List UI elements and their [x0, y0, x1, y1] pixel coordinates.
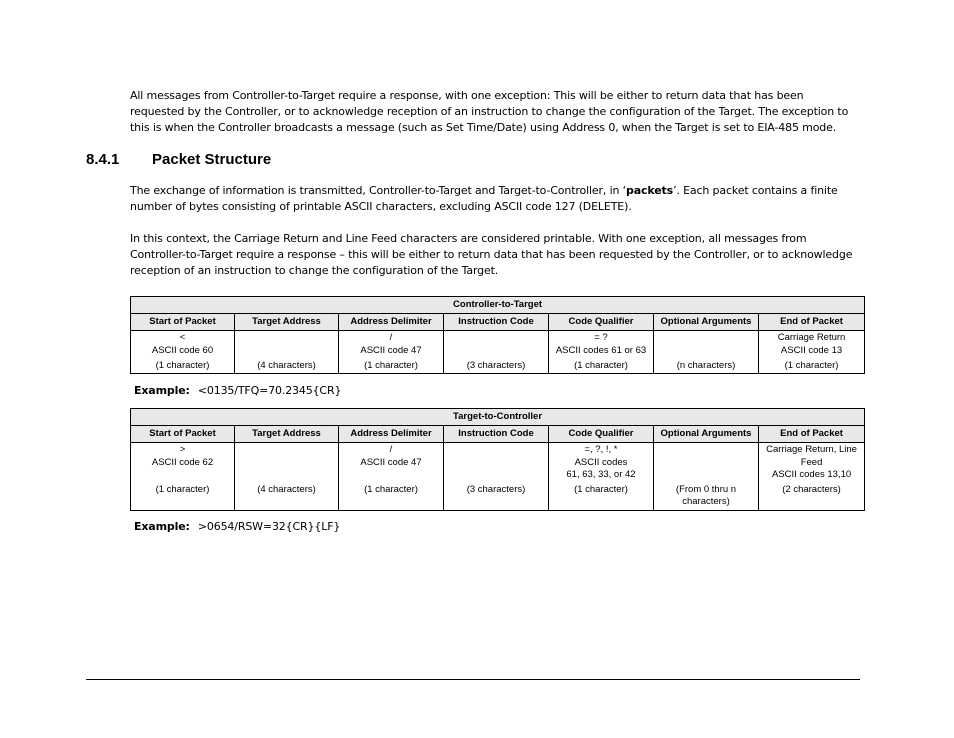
packets-text-after: ’. Each packet contains a finite number of bytes consisting of printable ASCII characters, excluding ASCII code 127 (DELETE).: [130, 184, 838, 213]
table-cell: = ? ASCII codes 61 or 63: [549, 331, 654, 359]
packets-paragraph: [130, 183, 860, 215]
example-value: >0654/RSW=32{CR}{LF}: [197, 520, 341, 533]
table-cell: > ASCII code 62: [131, 443, 235, 483]
table-cell: (3 characters): [444, 483, 549, 511]
section-title: Packet Structure: [152, 151, 272, 168]
example-label: Example:: [134, 520, 190, 533]
target-to-controller-table: [130, 408, 865, 511]
table-cell: (1 character): [131, 359, 235, 374]
packets-text-before: The exchange of information is transmitted, Controller-to-Target and Target-to-Controller, in ‘: [130, 184, 626, 197]
column-header: Instruction Code: [444, 426, 549, 443]
section-number: 8.4.1: [86, 151, 120, 168]
column-header: Instruction Code: [444, 314, 549, 331]
table-cell: (4 characters): [235, 359, 339, 374]
example-1: [134, 384, 341, 397]
table-row: [131, 359, 865, 374]
table-cell: [235, 443, 339, 483]
section-heading: [86, 151, 271, 168]
column-header: Code Qualifier: [549, 314, 654, 331]
column-header: Optional Arguments: [654, 426, 759, 443]
header-row: [131, 314, 865, 331]
table-cell: [654, 443, 759, 483]
table-cell: (4 characters): [235, 483, 339, 511]
column-header: Start of Packet: [131, 426, 235, 443]
example-label: Example:: [134, 384, 190, 397]
table-cell: (1 character): [549, 359, 654, 374]
column-header: End of Packet: [759, 426, 865, 443]
table-cell: (2 characters): [759, 483, 865, 511]
table-cell: [235, 331, 339, 359]
column-header: Optional Arguments: [654, 314, 759, 331]
table-cell: (1 character): [549, 483, 654, 511]
column-header: Target Address: [235, 426, 339, 443]
table-cell: [444, 331, 549, 359]
table-row: [131, 483, 865, 511]
table-cell: (1 character): [131, 483, 235, 511]
table-title: Target-to-Controller: [131, 409, 865, 426]
intro-paragraph: All messages from Controller-to-Target require a response, with one exception: This will be either to return data that has been requested by the Controller, or to acknowledge reception of an instruction to change the configuration of the Target. The exception to this is when the Controller broadcasts a message (such as Set Time/Date) using Address 0, when the Target is set to EIA-485 mode.: [130, 89, 849, 134]
column-header: End of Packet: [759, 314, 865, 331]
table-cell: (3 characters): [444, 359, 549, 374]
column-header: Code Qualifier: [549, 426, 654, 443]
example-value: <0135/TFQ=70.2345{CR}: [197, 384, 342, 397]
table-cell: (1 character): [339, 483, 444, 511]
table-cell: (1 character): [759, 359, 865, 374]
header-row: [131, 426, 865, 443]
example-2: [134, 520, 340, 533]
packets-term: packets: [626, 184, 674, 197]
printable-paragraph: In this context, the Carriage Return and Line Feed characters are considered printable. With one exception, all messages from Controller-to-Target require a response – this will be either to return data that has been requested by the Controller, or to acknowledge reception of an instruction to change the configuration of the Target.: [130, 232, 853, 277]
table-cell: [444, 443, 549, 483]
controller-to-target-table: [130, 296, 865, 374]
table-cell: / ASCII code 47: [339, 331, 444, 359]
table-cell: [654, 331, 759, 359]
table-cell: Carriage Return ASCII code 13: [759, 331, 865, 359]
column-header: Start of Packet: [131, 314, 235, 331]
table-cell: (1 character): [339, 359, 444, 374]
table-row: [131, 443, 865, 483]
table-title: Controller-to-Target: [131, 297, 865, 314]
column-header: Address Delimiter: [339, 314, 444, 331]
table-cell: / ASCII code 47: [339, 443, 444, 483]
table-row: [131, 331, 865, 359]
table-cell: (From 0 thru n characters): [654, 483, 759, 511]
column-header: Target Address: [235, 314, 339, 331]
table-cell: =, ?, !, * ASCII codes 61, 63, 33, or 42: [549, 443, 654, 483]
table-cell: < ASCII code 60: [131, 331, 235, 359]
table-cell: (n characters): [654, 359, 759, 374]
column-header: Address Delimiter: [339, 426, 444, 443]
footer-rule: [86, 679, 860, 680]
table-cell: Carriage Return, Line Feed ASCII codes 13,10: [759, 443, 865, 483]
